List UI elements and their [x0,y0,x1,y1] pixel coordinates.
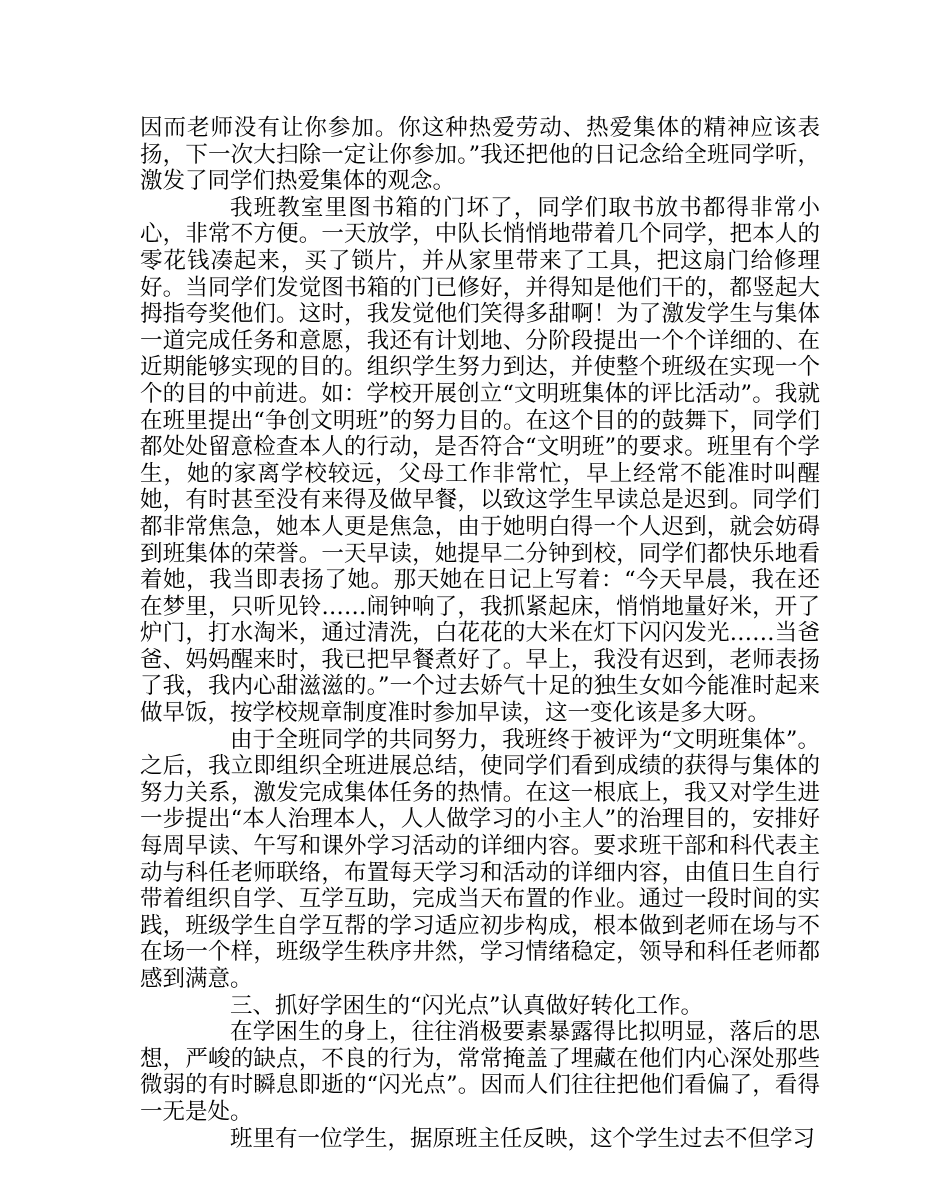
paragraph-student-example: 班里有一位学生，据原班主任反映，这个学生过去不但学习 [230,1125,816,1152]
paragraph-continuation: 因而老师没有让你参加。你这种热爱劳动、热爱集体的精神应该表扬，下一次大扫除一定让你参加。”我还把他的日记念给全班同学听，激发了同学们热爱集体的观念。 [140,115,820,195]
section-heading: 三、抓好学困生的“闪光点”认真做好转化工作。 [230,992,704,1019]
paragraph-library-door: 我班教室里图书箱的门坏了，同学们取书放书都得非常小心，非常不方便。一天放学，中队长悄悄地带着几个同学，把本人的零花钱凑起来，买了锁片，并从家里带来了工具，把这扇门给修理好。当同学们发觉图书箱的门已修好，并得知是他们干的，都竖起大拇指夸奖他们。这时，我发觉他们笑得多甜啊！为了激发学生与集体一道完成任务和意愿，我还有计划地、分阶段提出一个个详细的、在近期能够实现的目的。组织学生努力到达，并使整个班级在实现一个个的目的中前进。如：学校开展创立“文明班集体的评比活动”。我就在班里提出“争创文明班”的努力目的。在这个目的的鼓舞下，同学们都处处留意检查本人的行动，是否符合“文明班”的要求。班里有个学生，她的家离学校较远，父母工作非常忙，早上经常不能准时叫醒她，有时甚至没有来得及做早餐，以致这学生早读总是迟到。同学们都非常焦急，她本人更是焦急，由于她明白得一个人迟到，就会妨碍到班集体的荣誉。一天早读，她提早二分钟到校，同学们都快乐地看着她，我当即表扬了她。那天她在日记上写着：“今天早晨，我在还在梦里，只听见铃……闹钟响了，我抓紧起床，悄悄地量好米，开了炉门，打水淘米，通过清洗，白花花的大米在灯下闪闪发光……当爸爸、妈妈醒来时，我已把早餐煮好了。早上，我没有迟到，老师表扬了我，我内心甜滋滋的。”一个过去娇气十足的独生女如今能准时起来做早饭，按学校规章制度准时参加早读，这一变化该是多大呀。 [140,194,820,727]
document-body [140,115,820,1152]
paragraph-civilized-class: 由于全班同学的共同努力，我班终于被评为“文明班集体”。之后，我立即组织全班进展总结，使同学们看到成绩的获得与集体的努力关系，激发完成集体任务的热情。在这一根底上，我又对学生进一步提出“本人治理本人，人人做学习的小主人”的治理目的，安排好每周早读、午写和课外学习活动的详细内容。要求班干部和科代表主动与科任老师联络，布置每天学习和活动的详细内容，由值日生自行带着组织自学、互学互助，完成当天布置的作业。通过一段时间的实践，班级学生自学互帮的学习适应初步构成，根本做到老师在场与不在场一个样，班级学生秩序井然，学习情绪稳定，领导和科任老师都感到满意。 [140,726,820,992]
paragraph-struggling-students: 在学困生的身上，往往消极要素暴露得比拟明显，落后的思想，严峻的缺点，不良的行为，常常掩盖了埋藏在他们内心深处那些微弱的有时瞬息即逝的“闪光点”。因而人们往往把他们看偏了，看得一无是处。 [140,1019,820,1125]
